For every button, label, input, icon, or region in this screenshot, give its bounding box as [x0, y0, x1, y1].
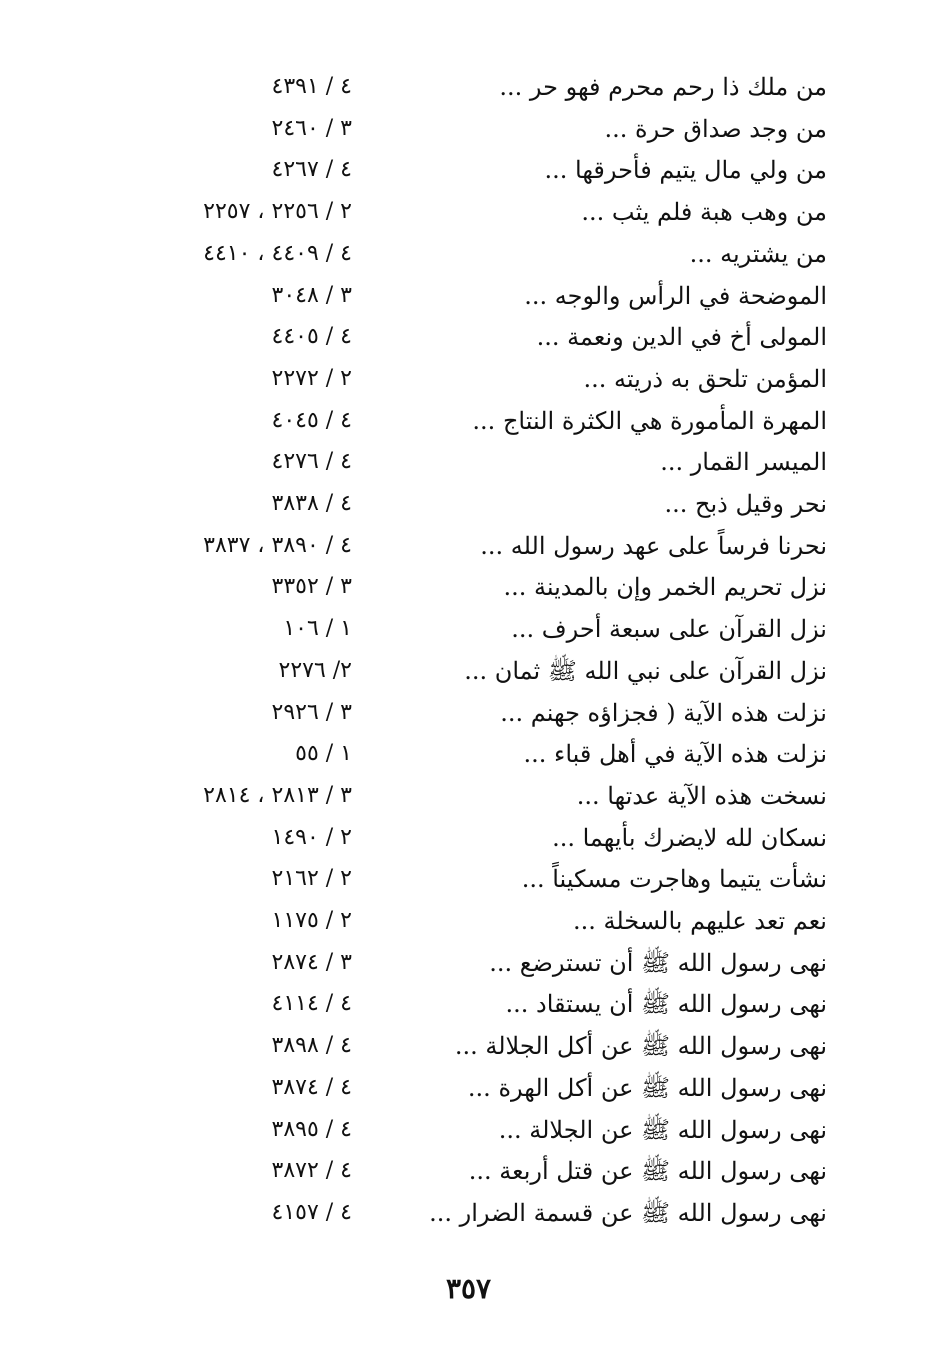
index-entry-row: [0, 359, 937, 399]
entry-reference: ٣ / ٢٨١٣ ، ٢٨١٤: [203, 782, 352, 808]
entry-reference: ٣ / ٢٩٢٦: [271, 699, 352, 725]
index-entry-row: [0, 609, 937, 649]
entry-phrase: المؤمن تلحق به ذريته ...: [583, 364, 827, 393]
index-entry-row: [0, 651, 937, 691]
entry-reference: ٢/ ٢٢٧٦: [278, 657, 352, 683]
entry-phrase: نزلت هذه الآية في أهل قباء ...: [523, 740, 827, 769]
index-entry-row: [0, 109, 937, 149]
index-entry-row: [0, 984, 937, 1024]
entry-phrase: نهى رسول الله ﷺ أن تسترضع ...: [489, 948, 827, 977]
entry-phrase: نعم تعد عليهم بالسخلة ...: [572, 907, 827, 935]
index-entry-row: [0, 901, 937, 941]
entry-phrase: نسكان لله لايضرك بأيهما ...: [552, 823, 827, 852]
index-entry-row: [0, 1026, 937, 1066]
entry-phrase: المهرة المأمورة هي الكثرة النتاج ...: [472, 406, 827, 435]
entry-phrase: من يشتريه ...: [689, 239, 827, 268]
index-entry-row: [0, 234, 937, 274]
entry-phrase: نهى رسول الله ﷺ عن الجلالة ...: [498, 1115, 827, 1144]
entry-reference: ٣ / ٣٠٤٨: [271, 282, 352, 308]
index-entry-row: [0, 67, 937, 107]
page-number: ٣٥٧: [445, 1272, 492, 1305]
entry-phrase: نهى رسول الله ﷺ عن قسمة الضرار ...: [429, 1198, 827, 1227]
entry-reference: ١ / ١٠٦: [283, 616, 352, 642]
index-entry-row: [0, 1151, 937, 1191]
entry-reference: ٤ / ٣٨٩٨: [271, 1033, 352, 1059]
entry-phrase: من ملك ذا رحم محرم فهو حر ...: [499, 73, 827, 101]
index-entry-row: [0, 1193, 937, 1233]
entry-reference: ٤ / ٣٨٧٢: [271, 1158, 352, 1184]
entry-reference: ٣ / ٢٤٦٠: [271, 115, 352, 141]
entry-reference: ٢ / ١١٧٥: [271, 908, 352, 933]
index-entry-row: [0, 484, 937, 524]
entry-phrase: نهى رسول الله ﷺ عن أكل الهرة ...: [467, 1073, 827, 1102]
entry-reference: ٤ / ٣٨٧٤: [271, 1074, 352, 1100]
entry-phrase: نهى رسول الله ﷺ أن يستقاد ...: [505, 990, 827, 1019]
entry-reference: ٢ / ٢٢٧٢: [271, 365, 352, 391]
entry-reference: ٤ / ٣٨٩٠ ، ٣٨٣٧: [203, 532, 352, 558]
entry-phrase: نهى رسول الله ﷺ عن قتل أربعة ...: [468, 1157, 827, 1186]
entry-reference: ٣ / ٣٣٥٢: [271, 574, 352, 600]
entry-phrase: نشأت يتيما وهاجرت مسكيناً ...: [521, 865, 827, 894]
index-entry-row: [0, 526, 937, 566]
entry-reference: ٤ / ٤٢٦٧: [271, 157, 352, 183]
index-entry-row: [0, 192, 937, 232]
entry-phrase: نحر وقيل ذبح ...: [664, 490, 827, 518]
index-entry-row: [0, 734, 937, 774]
entry-phrase: من ولي مال يتيم فأحرقها ...: [544, 156, 827, 185]
entry-phrase: الميسر القمار ...: [660, 448, 827, 477]
entry-phrase: نهى رسول الله ﷺ عن أكل الجلالة ...: [454, 1032, 827, 1061]
index-entry-row: [0, 943, 937, 983]
entry-phrase: الموضحة في الرأس والوجه ...: [524, 281, 827, 310]
index-entry-row: [0, 859, 937, 899]
entry-phrase: نزل القرآن على نبي الله ﷺ ثمان ...: [464, 656, 827, 685]
entry-phrase: نزلت هذه الآية ( فجزاؤه جهنم ...: [500, 698, 827, 727]
entry-reference: ٤ / ٤٢٧٦: [271, 449, 352, 475]
entry-reference: ١ / ٥٥: [295, 741, 352, 767]
entry-reference: ٢ / ٢٢٥٦ ، ٢٢٥٧: [203, 199, 352, 225]
index-entry-row: [0, 567, 937, 607]
entry-reference: ٤ / ٤٣٩١: [271, 74, 352, 99]
entry-reference: ٤ / ٣٨٣٨: [271, 491, 352, 516]
index-entry-row: [0, 776, 937, 816]
entry-reference: ٤ / ٤٤٠٩ ، ٤٤١٠: [203, 240, 352, 266]
entry-phrase: نزل القرآن على سبعة أحرف ...: [511, 615, 827, 644]
entry-reference: ٤ / ٣٨٩٥: [271, 1116, 352, 1142]
entry-reference: ٤ / ٤٠٤٥: [271, 407, 352, 433]
index-entry-row: [0, 818, 937, 858]
entry-reference: ٤ / ٤١١٤: [271, 991, 352, 1017]
index-entry-row: [0, 150, 937, 190]
entry-reference: ٢ / ٢١٦٢: [271, 866, 352, 892]
entry-reference: ٢ / ١٤٩٠: [271, 824, 352, 850]
entry-reference: ٤ / ٤١٥٧: [271, 1199, 352, 1225]
entry-phrase: نزل تحريم الخمر وإن بالمدينة ...: [503, 573, 827, 602]
entry-phrase: نسخت هذه الآية عدتها ...: [576, 781, 827, 810]
index-entry-row: [0, 442, 937, 482]
entry-phrase: من وهب هبة فلم يثب ...: [581, 198, 827, 227]
index-entry-row: [0, 1110, 937, 1150]
index-entry-row: [0, 401, 937, 441]
index-entry-row: [0, 317, 937, 357]
index-entry-row: [0, 276, 937, 316]
entry-reference: ٤ / ٤٤٠٥: [271, 324, 352, 350]
index-entry-row: [0, 693, 937, 733]
entry-phrase: نحرنا فرساً على عهد رسول الله ...: [480, 531, 827, 560]
entry-phrase: المولى أخ في الدين ونعمة ...: [536, 323, 827, 352]
index-entry-row: [0, 1068, 937, 1108]
entry-reference: ٣ / ٢٨٧٤: [271, 949, 352, 975]
entry-phrase: من وجد صداق حرة ...: [604, 114, 827, 143]
